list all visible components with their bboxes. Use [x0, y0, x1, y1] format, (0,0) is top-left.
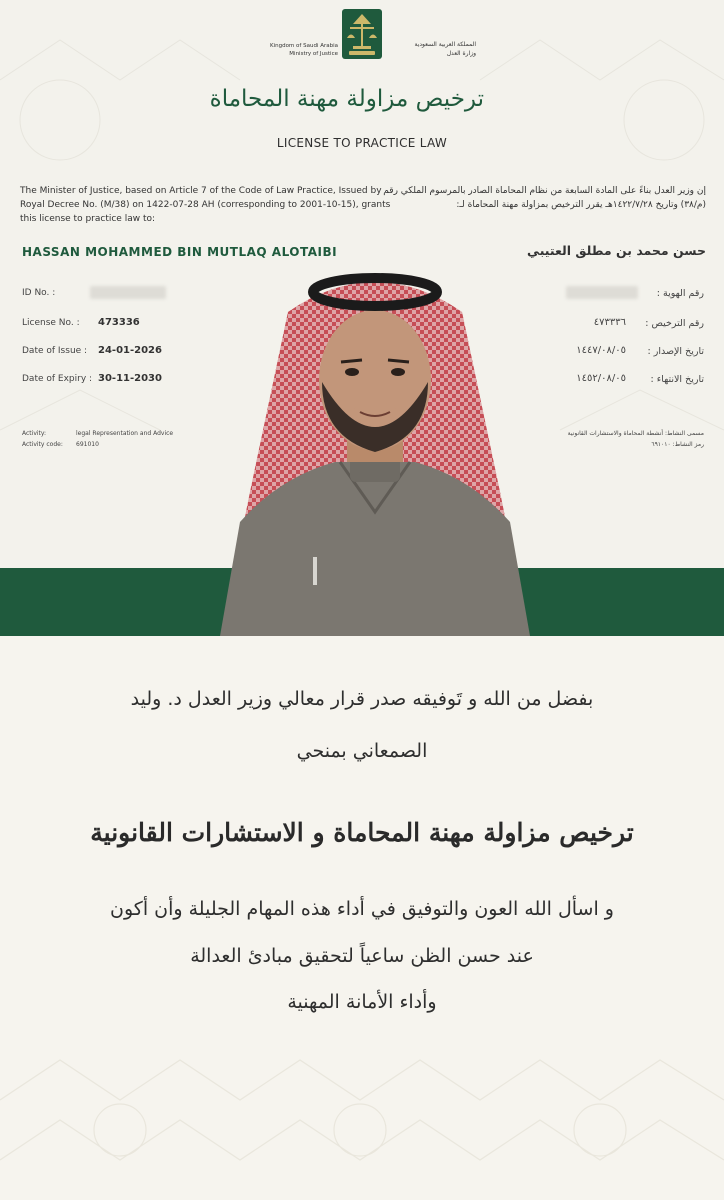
- bottom-geometric-pattern: [0, 1040, 724, 1200]
- header-en-country: Kingdom of Saudi Arabia: [269, 43, 338, 49]
- holder-portrait-photo: [200, 262, 550, 636]
- header-english: [232, 42, 338, 58]
- header-arabic: [386, 40, 476, 58]
- message-line-5: عند حسن الظن ساعياً لتحقيق مبادئ العدالة: [190, 945, 534, 967]
- license-title-english: LICENSE TO PRACTICE LAW: [276, 136, 448, 150]
- message-line-1: بفضل من الله و تَوفيقه صدر قرار معالي وزير العدل د. وليد: [130, 688, 594, 710]
- expiry-date-label-arabic: تاريخ الانتهاء :: [650, 374, 704, 385]
- header-ar-ministry: وزارة العدل: [446, 50, 476, 57]
- activity-code-value: 691010: [76, 441, 99, 448]
- message-line-6: وأداء الأمانة المهنية: [287, 991, 437, 1013]
- issue-date-value: 24-01-2026: [98, 345, 162, 356]
- license-number-label-arabic: رقم الترخيص :: [645, 318, 704, 329]
- issue-date-label: Date of Issue :: [22, 346, 88, 356]
- holder-name-english: HASSAN MOHAMMED BIN MUTLAQ ALOTAIBI: [22, 245, 338, 259]
- activity-label: Activity:: [22, 430, 47, 437]
- id-redacted: [90, 286, 166, 299]
- issue-date-label-arabic: تاريخ الإصدار :: [647, 346, 704, 357]
- id-label-arabic: رقم الهوية :: [656, 288, 704, 299]
- ministry-of-justice-emblem: [341, 8, 383, 60]
- intro-arabic: إن وزير العدل بناءً على المادة السابعة من نظام المحاماة الصادر بالمرسوم الملكي رقم (م/٣٨) وتاريخ ١٤٢٢/٧/٢٨هـ يقرر الترخيص بمزاولة مهنة المحاماة لـ:: [383, 186, 706, 210]
- expiry-date-value-arabic: ١٤٥٢/٠٨/٠٥: [576, 373, 626, 384]
- license-title-arabic: ترخيص مزاولة مهنة المحاماة: [209, 86, 484, 112]
- expiry-date-label: Date of Expiry :: [22, 374, 93, 384]
- message-line-2: الصمعاني بمنحي: [296, 740, 428, 762]
- id-label: ID No. :: [22, 288, 56, 298]
- intro-english: The Minister of Justice, based on Article 7 of the Code of Law Practice, Issued by Royal Decree No. (M/38) on 1422-07-28 AH (corresponding to 2001-10-15), grants this license to practice law to:: [20, 186, 391, 224]
- holder-name-arabic: حسن محمد بن مطلق العتيبي: [527, 243, 706, 258]
- activity-code-arabic: رمز النشاط: ٦٩١٠١٠: [651, 441, 704, 448]
- id-redacted-arabic: [566, 286, 638, 299]
- message-line-4: و اسأل الله العون والتوفيق في أداء هذه المهام الجليلة وأن أكون: [110, 898, 614, 920]
- activity-arabic: مسمى النشاط: أنشطة المحاماة والاستشارات القانونية: [567, 430, 704, 437]
- expiry-date-value: 30-11-2030: [98, 373, 162, 384]
- message-line-3-headline: ترخيص مزاولة مهنة المحاماة و الاستشارات القانونية: [90, 818, 634, 847]
- header-en-ministry: Ministry of Justice: [289, 51, 338, 57]
- license-number-value-arabic: ٤٧٣٣٣٦: [593, 317, 626, 328]
- activity-code-label: Activity code:: [22, 441, 63, 448]
- header-ar-country: المملكة العربية السعودية: [414, 41, 476, 48]
- activity-value: legal Representation and Advice: [76, 430, 174, 437]
- license-number-label: License No. :: [22, 318, 80, 328]
- issue-date-value-arabic: ١٤٤٧/٠٨/٠٥: [576, 345, 626, 356]
- license-number-value: 473336: [98, 317, 140, 328]
